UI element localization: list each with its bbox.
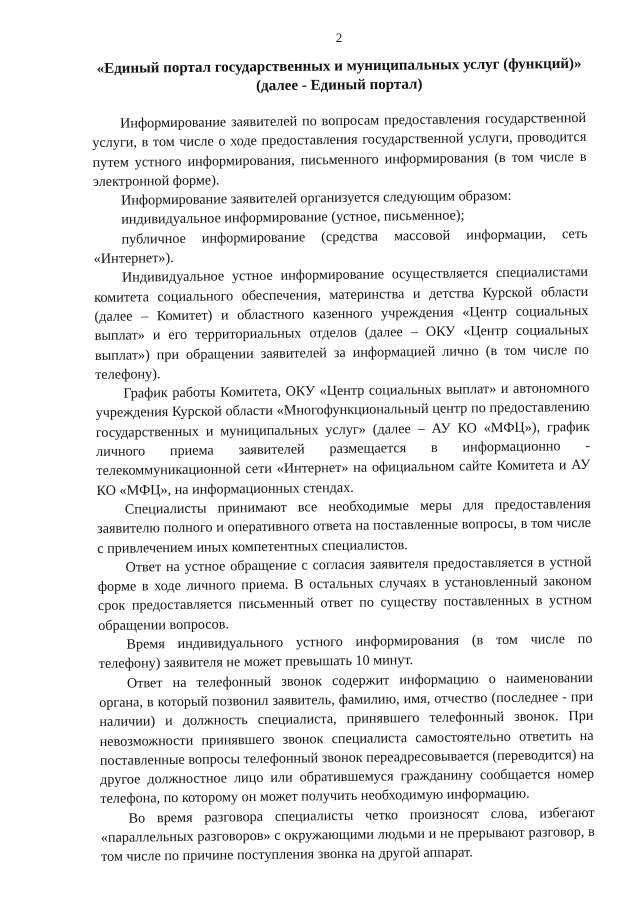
paragraph-conversation-rules: Во время разговора специалисты четко произносят слова, избегают «параллельных разговоров» с окружающими людьми и не прерывают разговор, в том числе по причине поступления звонка на другой аппарат. (100, 804, 595, 866)
paragraph-informing-intro: Информирование заявителей по вопросам предоставления государственной услуги, в том числе о ходе предоставления государственной услуги, проводится путем устного информирования, письменного информирования (в том числе в электронной форме). (92, 109, 587, 190)
section-heading: «Единый портал государственных и муниципальных услуг (функций)» (далее - Единый портал) (96, 55, 582, 95)
document-body (92, 109, 595, 868)
paragraph-oral-informing: Индивидуальное устное информирование осуществляется специалистами комитета социального обеспечения, материнства и детства Курской области (далее – Комитет) и областного казенного учреждения «Центр социальных выплат» и его территориальных отделов (далее – ОКУ «Центр социальных выплат») при обращении заявителей за информацией лично (в том числе по телефону). (94, 264, 589, 383)
page-number: 2 (335, 30, 343, 45)
paragraph-individual-informing: индивидуальное информирование (устное, письменное); (121, 207, 465, 229)
paragraph-organization: Информирование заявителей организуется следующим образом: (120, 188, 512, 209)
paragraph-time-limit: Время индивидуального устного информирования (в том числе по телефону) заявителя не может превышать 10 минут. (98, 630, 593, 673)
paragraph-specialists-measures: Специалисты принимают все необходимые меры для предоставления заявителю полного и оперативного ответа на поставленные вопросы, в том числе с привлечением иных компетентных специалистов. (96, 495, 592, 557)
paragraph-public-informing: публичное информирование (средства массовой информации, сеть «Интернет»). (93, 225, 588, 268)
paragraph-phone-response: Ответ на телефонный звонок содержит информацию о наименовании органа, в который позвонил заявитель, фамилию, имя, отчество (последнее - при наличии) и должность специалиста, принявшего телефонный звонок. При невозможности принявшего звонок специалиста самостоятельно ответить на поставленные вопросы телефонный звонок переадресовывается (переводится) на другое должностное лицо или обратившемуся гражданину сообщается номер телефона, по которому он может получить необходимую информацию. (99, 669, 595, 808)
paragraph-schedule: График работы Комитета, ОКУ «Центр социальных выплат» и автономного учреждения Курской области «Многофункциональный центр по предоставлению государственных и муниципальных услуг» (далее – АУ КО «МФЦ»), график личного приема заявителей размещается в информационно - телекоммуникационной сети «Интернет» на официальном сайте Комитета и АУ КО «МФЦ», на информационных стендах. (95, 380, 591, 499)
paragraph-oral-response: Ответ на устное обращение с согласия заявителя предоставляется в устной форме в ходе личного приема. В остальных случаях в установленный законом срок предоставляется письменный ответ по существу поставленных в устном обращении вопросов. (97, 553, 593, 634)
